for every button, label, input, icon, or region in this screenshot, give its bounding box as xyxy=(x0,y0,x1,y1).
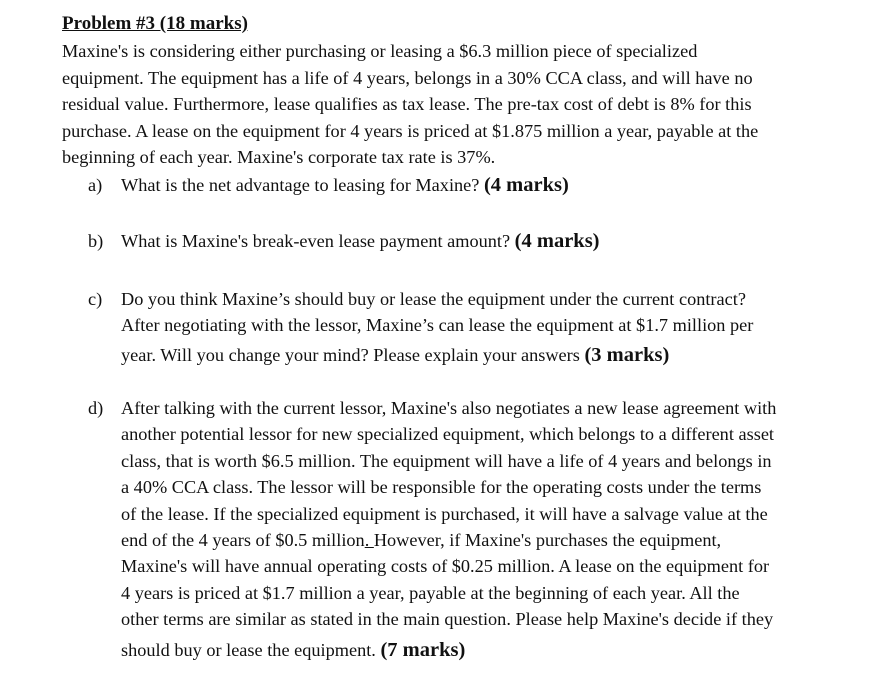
question-a xyxy=(88,172,858,198)
question-line: Do you think Maxine’s should buy or lease the equipment under the current contract? xyxy=(121,289,746,309)
question-label: a) xyxy=(88,175,103,195)
question-line xyxy=(121,637,858,663)
question-text: should buy or lease the equipment. xyxy=(121,639,376,660)
question-line xyxy=(121,342,858,368)
question-text: What is the net advantage to leasing for Maxine? xyxy=(121,175,480,195)
underlined-period: . xyxy=(364,530,374,551)
question-line: After negotiating with the lessor, Maxine’s can lease the equipment at $1.7 million per xyxy=(121,315,754,336)
question-b xyxy=(88,228,858,254)
question-line xyxy=(121,228,858,254)
question-line: 4 years is priced at $1.7 million a year, payable at the beginning of each year. All the xyxy=(121,582,740,603)
marks-badge: (4 marks) xyxy=(483,174,569,196)
marks-badge: (4 marks) xyxy=(514,230,600,252)
intro-line: residual value. Furthermore, lease qualifies as tax lease. The pre-tax cost of debt is 8% for this xyxy=(62,94,752,115)
question-line: class, that is worth $6.5 million. The equipment will have a life of 4 years and belongs in xyxy=(121,450,772,471)
question-line: Maxine's will have annual operating costs of $0.25 million. A lease on the equipment for xyxy=(121,556,770,577)
question-line: After talking with the current lessor, Maxine's also negotiates a new lease agreement with xyxy=(121,398,777,418)
marks-badge: (3 marks) xyxy=(584,343,670,366)
question-text: What is Maxine's break-even lease payment amount? xyxy=(121,231,511,251)
question-line: of the lease. If the specialized equipment is purchased, it will have a salvage value at the xyxy=(121,503,768,524)
problem-intro xyxy=(62,38,842,171)
question-label: b) xyxy=(88,231,104,251)
intro-line: Maxine's is considering either purchasing or leasing a $6.3 million piece of specialized xyxy=(62,41,698,61)
intro-line: beginning of each year. Maxine's corporate tax rate is 37%. xyxy=(62,147,496,168)
question-text: However, if Maxine's purchases the equipment, xyxy=(373,530,722,551)
question-text: year. Will you change your mind? Please explain your answers xyxy=(121,344,580,365)
question-d xyxy=(88,395,858,663)
question-line xyxy=(121,172,858,198)
problem-title: Problem #3 (18 marks) xyxy=(62,13,248,34)
question-line xyxy=(121,527,858,553)
question-label: d) xyxy=(88,398,104,418)
intro-line: equipment. The equipment has a life of 4 years, belongs in a 30% CCA class, and will have no xyxy=(62,67,753,88)
question-label: c) xyxy=(88,289,103,309)
intro-line: purchase. A lease on the equipment for 4 years is priced at $1.875 million a year, payable at the xyxy=(62,120,759,141)
question-line: a 40% CCA class. The lessor will be responsible for the operating costs under the terms xyxy=(121,477,762,498)
marks-badge: (7 marks) xyxy=(380,638,466,661)
question-line: other terms are similar as stated in the main question. Please help Maxine's decide if they xyxy=(121,609,774,630)
question-c xyxy=(88,286,858,368)
question-text: end of the 4 years of $0.5 million xyxy=(121,530,365,551)
question-line: another potential lessor for new specialized equipment, which belongs to a different asset xyxy=(121,424,775,445)
